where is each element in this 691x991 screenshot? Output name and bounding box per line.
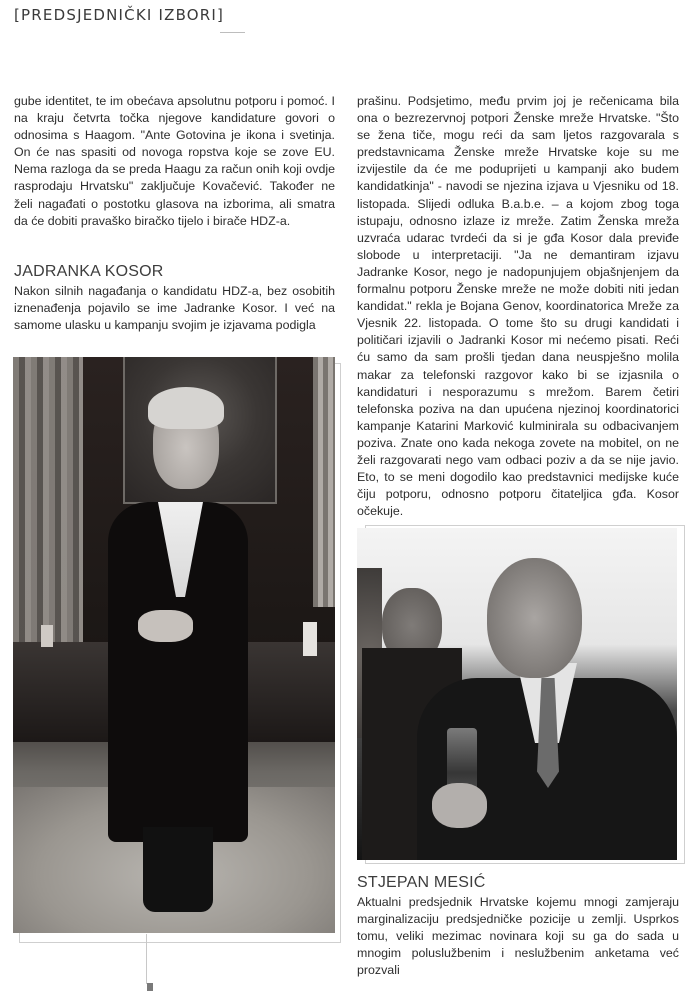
paragraph: prašinu. Podsjetimo, među prvim joj je rečenicama bila ona o bezrezervnoj potpori Ženske mreže Hrvatske. "Što se žena tiče, mogu reći da sam ljetos razgovarala s predstavnicama Ženske mreže Hrvatske koje su me izvijestile da će me poduprijeti u kampanji ako budem kandidatkinja" - navodi se njezina izjava u Vjesniku od 18. listopada. Slijedi odluka B.a.b.e. – a kojom zbog toga istupaju, odnosno izlaze iz mreže. Zatim Ženska mreža uzvraća udarac tvrdeći da si je gđa Kosor dala previđe slobode u interpretaciji. "Ja ne demantiram izjavu Jadranke Kosor, nego je nadopunjujem objašnjenjem da formalnu potporu Ženske mreže ne može dobiti niti jedan kandidat." rekla je Bojana Genov, koordinatorica Mreže za Vjesnik 22. listopada. O tome što su drugi kandidati i političari izjavili o Jadranki Kosor mi nećemo pisati. Reći ću samo da sam prošli tjedan dana neuspješno molila makar za telefonski razgovor kako bi se izjasnila o kandidaturi i nesporazumu s mrežom. Barem četiri telefonska poziva na dan upućena njezinoj koordinatorici kampanje Katarini Marković kulminirala su odbacivanjem poziva. Znate ono kada nekoga zovete na mobitel, on ne želi razgovarati nego vam odbaci poziv a da se nije javio. Eto, to se meni dogodilo kao predstavnici medijske kuće čiju potporu, odnosno potporu čitateljica gđa. Kosor očekuje. bbox=[357, 94, 679, 519]
curtain-right bbox=[313, 357, 335, 607]
right-column-text-bottom bbox=[357, 894, 679, 979]
paragraph: gube identitet, te im obećava apsolutnu potporu i pomoć. I na kraju četvrta točka njegove kandidature govori o odnosima s Haagom. "Ante Gotovina je ikona i svetinja. On će nas spasiti od novoga ropstva koje se zove EU. Nema razloga da se preda Haagu za račun onih koji ovdje rasprodaju Hrvatsku" zaključuje Kovačević. Također ne želi nagađati o postotku glasova na izborima, ali smatra da će dobiti pravaško biračko tijelo i birače HDZ-a. bbox=[14, 94, 335, 228]
candle-small bbox=[41, 625, 53, 647]
legs bbox=[143, 827, 213, 912]
photo-stjepan-mesic bbox=[357, 528, 677, 860]
section-title: [PREDSJEDNIČKI IZBORI] bbox=[14, 6, 225, 24]
header-rule bbox=[220, 32, 245, 33]
right-column-text-top bbox=[357, 93, 679, 520]
hand bbox=[432, 783, 487, 828]
page-marker-line bbox=[146, 934, 147, 984]
photo-jadranka-kosor bbox=[13, 357, 335, 933]
left-column-text-top bbox=[14, 93, 335, 230]
face bbox=[487, 558, 582, 678]
hands bbox=[138, 610, 193, 642]
paragraph: Nakon silnih nagađanja o kandidatu HDZ-a, bez osobitih iznenađenja pojavilo se ime Jadranke Kosor. I već na samome ulasku u kampanju svojim je izjavama podigla bbox=[14, 284, 335, 333]
page-marker bbox=[147, 983, 153, 991]
left-column-text-bottom bbox=[14, 283, 335, 334]
paragraph: Aktualni predsjednik Hrvatske kojemu mnogi zamjeraju marginalizaciju predsjedničke pozicije u zemlji. Usprkos tomu, veliki mezimac novinara koji su ga do sada u mnogim poluslužbenim i neslužbenim anketama već prozvali bbox=[357, 895, 679, 978]
hair bbox=[148, 387, 224, 429]
candle bbox=[303, 622, 317, 656]
subhead-stjepan-mesic: STJEPAN MESIĆ bbox=[357, 874, 486, 891]
subhead-jadranka-kosor: JADRANKA KOSOR bbox=[14, 263, 164, 280]
